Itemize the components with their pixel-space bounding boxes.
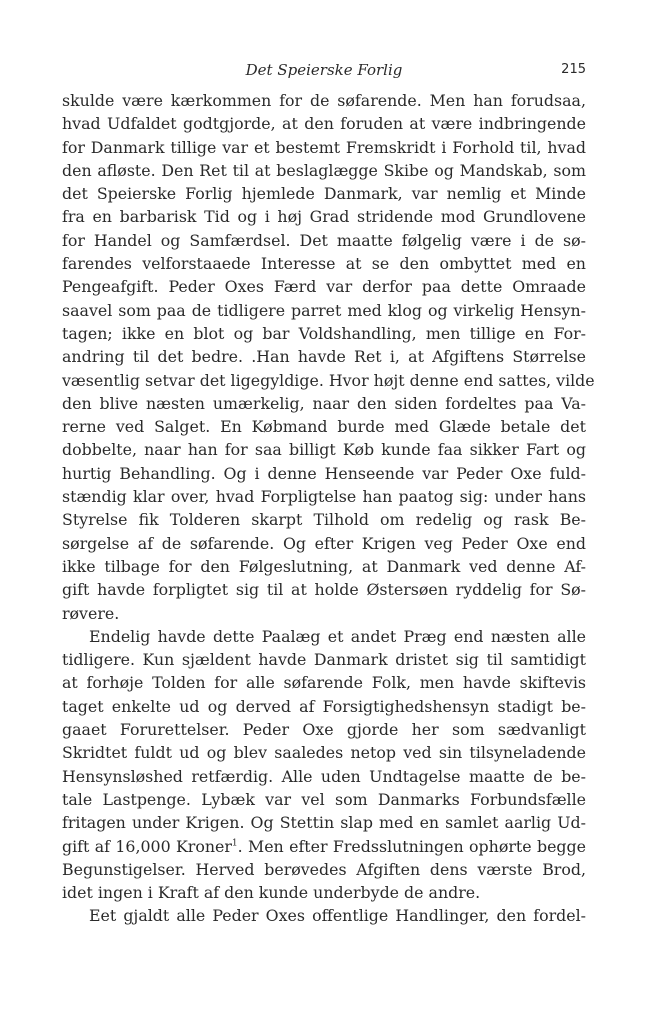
running-title: Det Speierske Forlig [245,61,403,79]
text-line: gaaet Forurettelser. Peder Oxe gjorde her som sædvanligt [62,720,586,740]
text-line: idet ingen i Kraft af den kunde underbyde de andre. [62,883,481,903]
text-line: Eet gjaldt alle Peder Oxes offentlige Handlinger, den fordel- [89,906,586,926]
text-line: Styrelse fik Tolderen skarpt Tilhold om redelig og rask Be- [62,510,586,530]
text-line: den afløste. Den Ret til at beslaglægge Skibe og Mandskab, som [62,160,586,180]
text-line: fritagen under Krigen. Og Stettin slap med en samlet aarlig Ud- [62,813,586,833]
text-line: Skridtet fuldt ud og blev saaledes netop ved sin tilsyneladende [62,743,586,763]
running-head [62,58,586,82]
text-line: for Danmark tillige var et bestemt Fremskridt i Forhold til, hvad [62,137,586,157]
text-segment: . Men efter Fredsslutningen ophørte begge [237,836,586,856]
page-number: 215 [561,62,586,77]
text-line: røvere. [62,603,120,623]
text-line: hvad Udfaldet godtgjorde, at den foruden at være indbringende [62,114,586,134]
body-text [62,89,595,928]
text-line: tale Lastpenge. Lybæk var vel som Danmarks Forbundsfælle [62,789,586,809]
text-line: stændig klar over, hvad Forpligtelse han paatog sig: under hans [62,487,586,507]
text-line: det Speierske Forlig hjemlede Danmark, var nemlig et Minde [62,184,586,204]
text-line: saavel som paa de tidligere parret med klog og virkelig Hensyn- [62,300,586,320]
text-line: andring til det bedre. .Han havde Ret i, at Afgiftens Størrelse [62,347,586,367]
text-line: Hensynsløshed retfærdig. Alle uden Undtagelse maatte de be- [62,766,586,786]
text-line: taget enkelte ud og derved af Forsigtighedshensyn stadigt be- [62,696,586,716]
text-line: ikke tilbage for den Følgeslutning, at Danmark ved denne Af- [62,556,586,576]
text-line-with-footnote [62,835,586,858]
text-line: tidligere. Kun sjældent havde Danmark dristet sig til samtidigt [62,650,586,670]
text-line: sørgelse af de søfarende. Og efter Krigen veg Peder Oxe end [62,533,586,553]
text-line: rerne ved Salget. En Købmand burde med Glæde betale det [62,417,586,437]
text-line: Begunstigelser. Herved berøvedes Afgiften dens værste Brod, [62,859,586,879]
text-line: den blive næsten umærkelig, naar den siden fordeltes paa Va- [62,393,586,413]
text-line: Endelig havde dette Paalæg et andet Præg end næsten alle [89,626,586,646]
text-line: tagen; ikke en blot og bar Voldshandling, men tillige en For- [62,323,586,343]
text-line: dobbelte, naar han for saa billigt Køb kunde faa sikker Fart og [62,440,586,460]
footnote-marker[interactable]: 1 [231,838,238,849]
text-line: for Handel og Samfærdsel. Det maatte følgelig være i de sø- [62,230,586,250]
text-segment: gift af 16,000 Kroner [62,836,232,856]
text-line: gift havde forpligtet sig til at holde Østersøen ryddelig for Sø- [62,580,586,600]
text-line: væsentlig setvar det ligegyldige. Hvor højt denne end sattes, vilde [62,370,595,390]
text-line: hurtig Behandling. Og i denne Henseende var Peder Oxe fuld- [62,463,586,483]
text-line: farendes velforstaaede Interesse at se den ombyttet med en [62,254,586,274]
text-line: fra en barbarisk Tid og i høj Grad stridende mod Grundlovene [62,207,586,227]
text-line: skulde være kærkommen for de søfarende. Men han forudsaa, [62,91,586,110]
text-line: at forhøje Tolden for alle søfarende Folk, men havde skiftevis [62,673,586,693]
text-line: Pengeafgift. Peder Oxes Færd var derfor paa dette Omraade [62,277,586,297]
